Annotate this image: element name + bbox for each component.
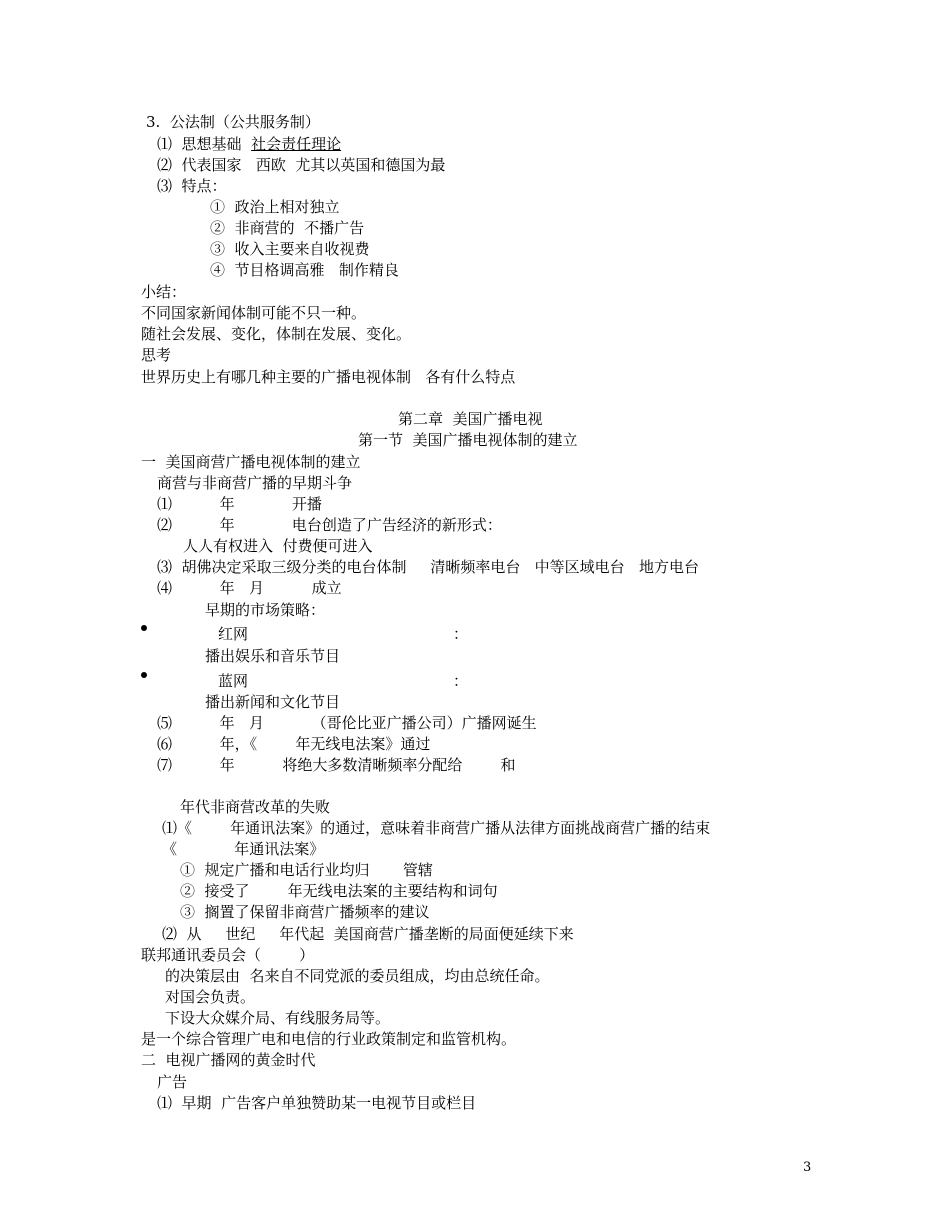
line-34: ① 规定广播和电话行业均归 管辖	[180, 861, 433, 879]
line-30: ⑺ 年 将绝大多数清晰频率分配给 和	[157, 756, 516, 774]
line-31: 年代非商营改革的失败	[180, 798, 331, 816]
line-41: 下设大众媒介局、有线服务局等。	[165, 1009, 391, 1027]
line-8: ④ 节目格调高雅 制作精良	[210, 261, 399, 279]
line-45: ⑴ 早期 广告客户单独赞助某一电视节目或栏目	[157, 1094, 477, 1112]
line-36: ③ 搁置了保留非商营广播频率的建议	[180, 903, 430, 921]
line-29: ⑹ 年，《 年无线电法案》通过	[157, 735, 431, 753]
line-9: 小结：	[141, 283, 187, 301]
section-title: 第一节 美国广播电视体制的建立	[358, 431, 578, 449]
chapter-title: 第二章 美国广播电视	[398, 410, 543, 428]
line-28: ⑸ 年 月 （哥伦比亚广播公司）广播网诞生	[157, 714, 537, 732]
line-12: 思考	[141, 346, 172, 364]
line-10: 不同国家新闻体制可能不只一种。	[141, 304, 367, 322]
line-24: 红网 ：	[218, 625, 469, 643]
bullet-icon	[141, 672, 147, 678]
page-number: 3	[803, 1160, 812, 1175]
line-37: ⑵ 从 世纪 年代起 美国商营广播垄断的局面便延续下来	[162, 925, 574, 943]
line-13: 世界历史上有哪几种主要的广播电视体制 各有什么特点	[141, 368, 516, 386]
line-4: ⑶ 特点：	[157, 177, 227, 195]
line-16: 一 美国商营广播电视体制的建立	[141, 453, 361, 471]
line-2-emphasis: 社会责任理论	[251, 135, 342, 153]
line-23: 早期的市场策略：	[205, 601, 326, 619]
line-7: ③ 收入主要来自收视费	[210, 240, 370, 258]
line-32: ⑴《 年通讯法案》的通过，意味着非商营广播从法律方面挑战商营广播的结束	[162, 819, 711, 837]
line-44: 广告	[157, 1073, 188, 1091]
line-1: 3. 公法制（公共服务制）	[146, 113, 320, 131]
line-42: 是一个综合管理广电和电信的行业政策制定和监管机构。	[141, 1030, 517, 1048]
line-21: ⑶ 胡佛决定采取三级分类的电台体制 清晰频率电台 中等区域电台 地方电台	[157, 558, 699, 576]
line-43: 二 电视广播网的黄金时代	[141, 1051, 316, 1069]
line-18: ⑴ 年 开播	[157, 495, 322, 513]
line-35: ② 接受了 年无线电法案的主要结构和词句	[180, 882, 498, 900]
line-22: ⑷ 年 月 成立	[157, 579, 342, 597]
line-39: 的决策层由 名来自不同党派的委员组成，均由总统任命。	[165, 967, 550, 985]
line-3: ⑵ 代表国家 西欧 尤其以英国和德国为最	[157, 156, 446, 174]
line-11: 随社会发展、变化，体制在发展、变化。	[141, 325, 412, 343]
line-27: 播出新闻和文化节目	[205, 693, 341, 711]
line-38: 联邦通讯委员会（ ）	[141, 946, 315, 964]
line-6: ② 非商营的 不播广告	[210, 219, 365, 237]
line-40: 对国会负责。	[165, 988, 256, 1006]
line-2	[157, 134, 341, 154]
line-20: 人人有权进入 付费便可进入	[183, 537, 373, 555]
line-2-prefix: ⑴ 思想基础	[157, 135, 252, 153]
line-25: 播出娱乐和音乐节目	[205, 647, 341, 665]
line-26: 蓝网 ：	[218, 672, 469, 690]
line-33: 《 年通讯法案》	[162, 840, 325, 858]
line-5: ① 政治上相对独立	[210, 198, 340, 216]
line-19: ⑵ 年 电台创造了广告经济的新形式：	[157, 516, 502, 534]
line-17: 商营与非商营广播的早期斗争	[157, 474, 353, 492]
bullet-icon	[141, 625, 147, 631]
